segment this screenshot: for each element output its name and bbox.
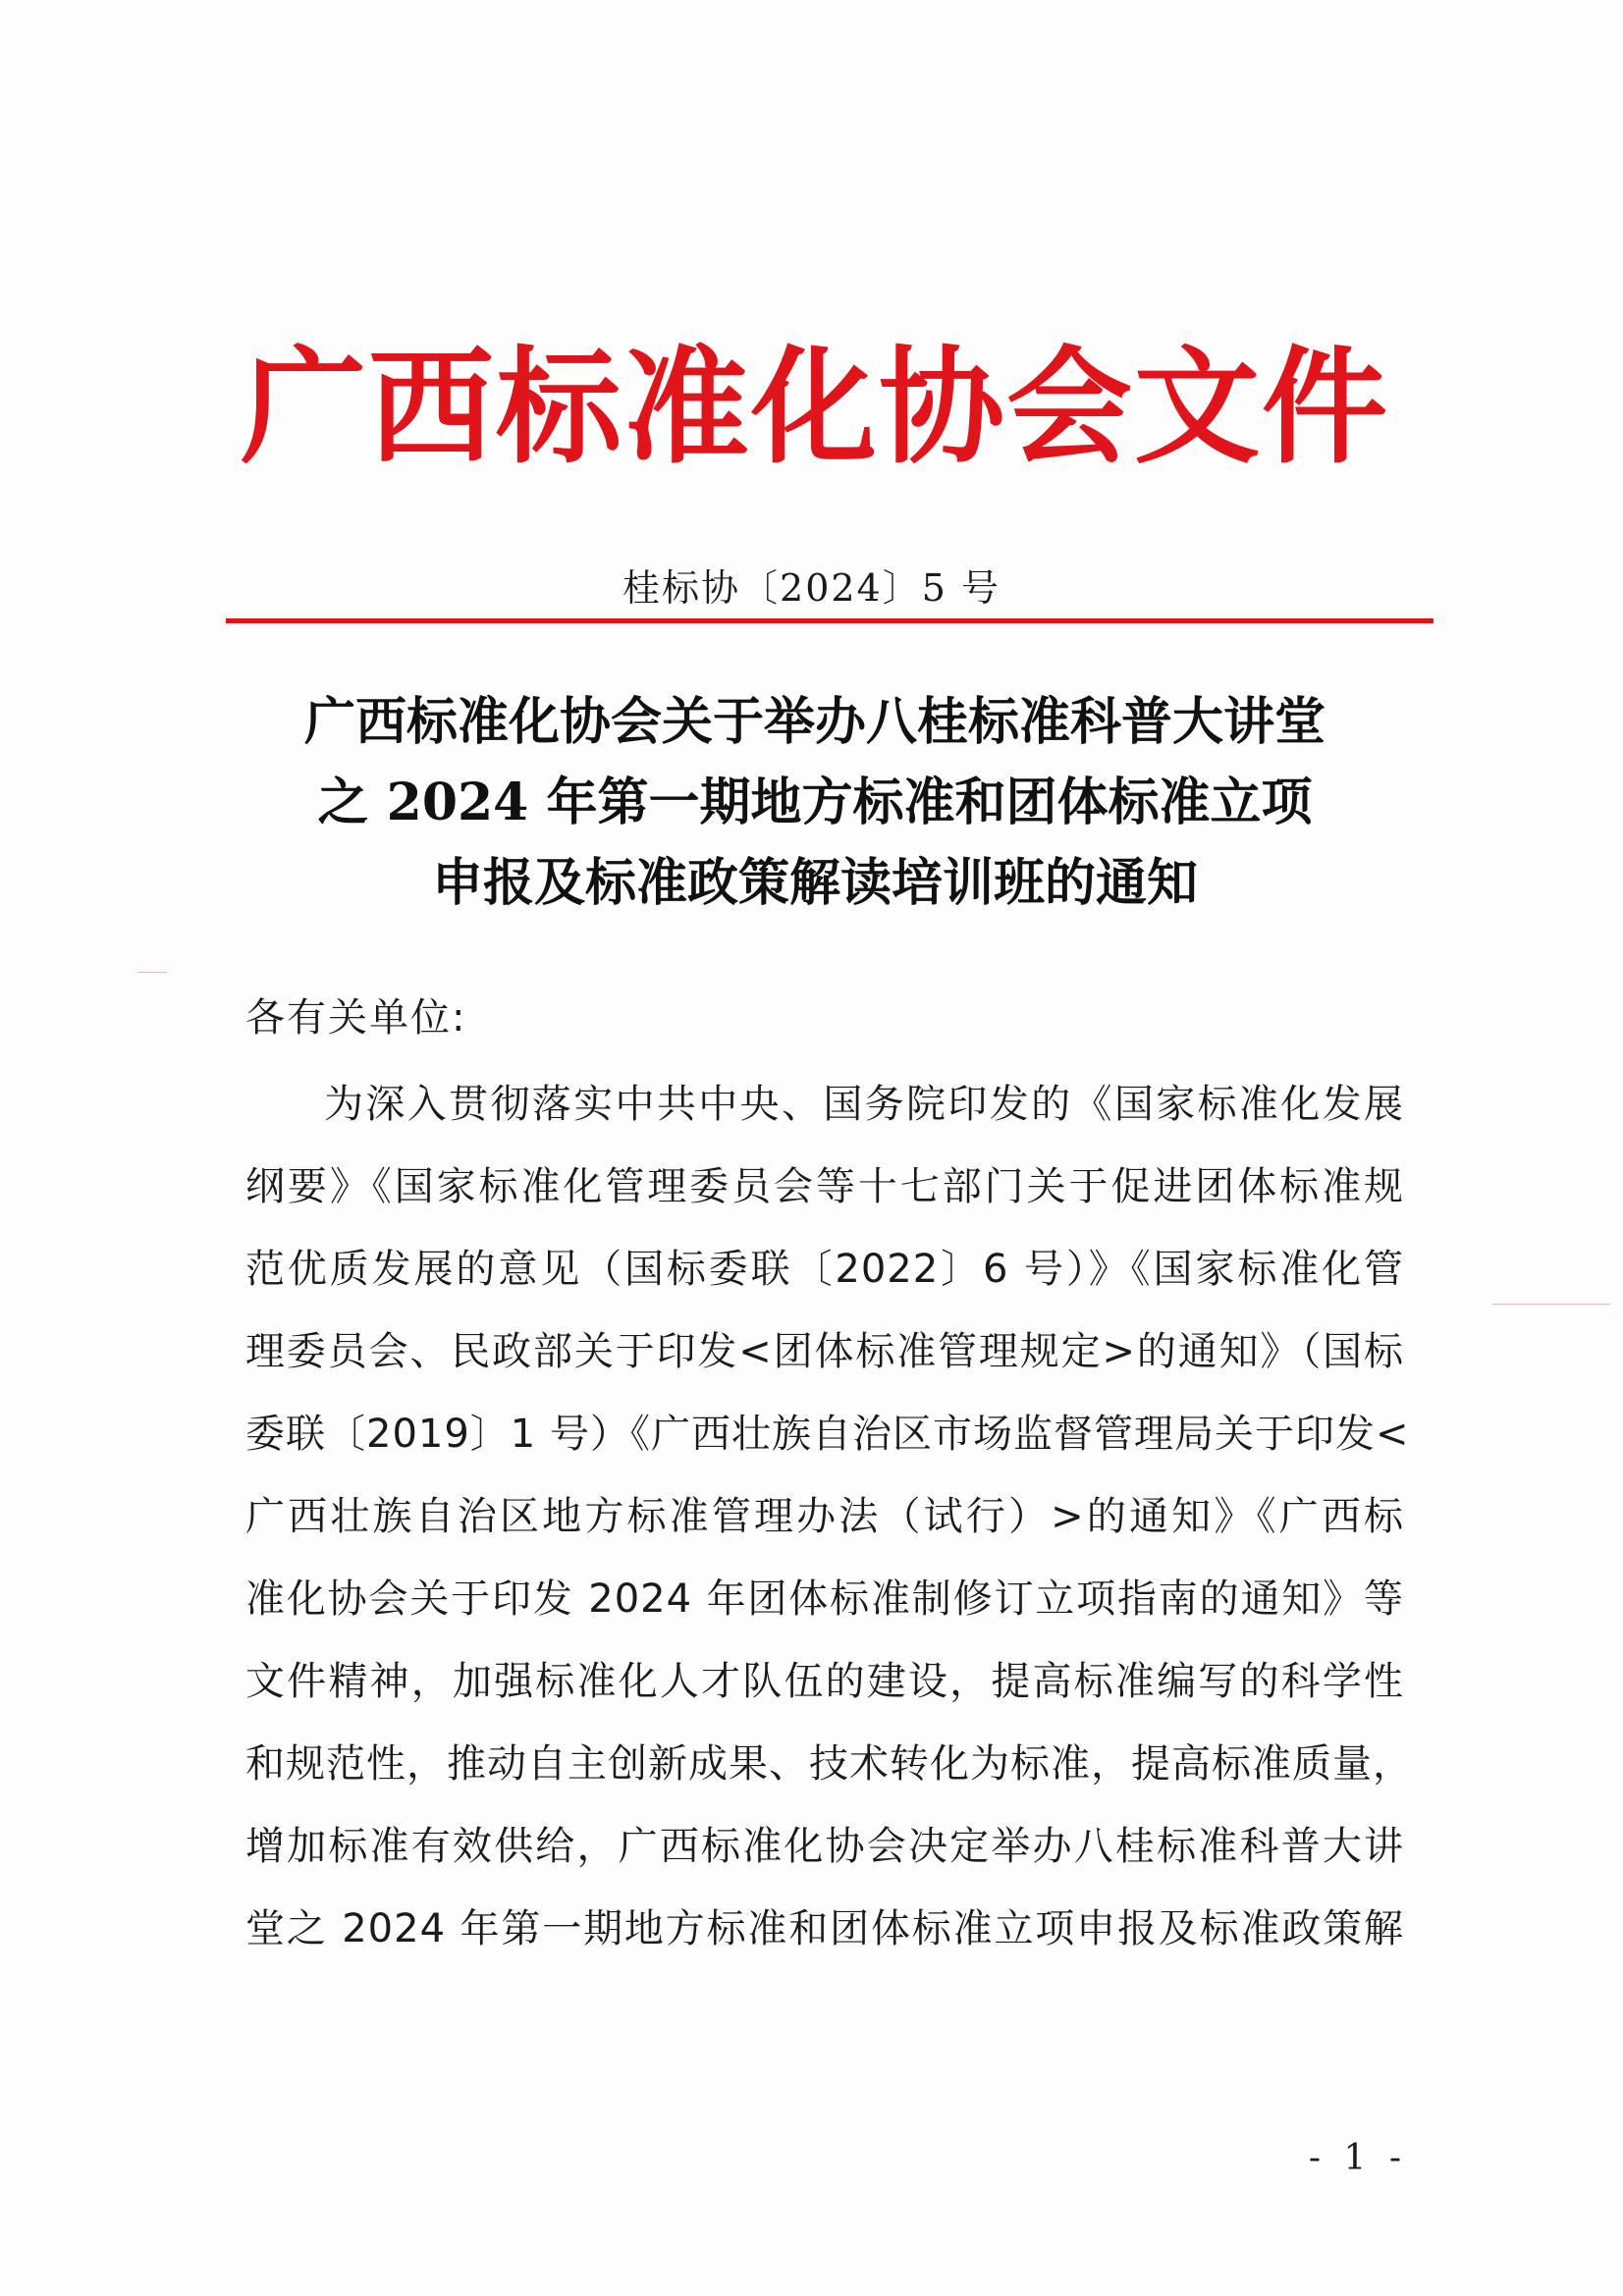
scan-artifact-line <box>137 972 167 973</box>
title-line: 广西标准化协会关于举办八桂标准科普大讲堂 <box>303 692 1325 752</box>
body-line: 堂之 2024 年第一期地方标准和团体标准立项申报及标准政策解 <box>245 1906 1404 1951</box>
salutation: 各有关单位: <box>245 995 467 1041</box>
document-number: 桂标协〔2024〕5 号 <box>622 566 1001 610</box>
body-line: 文件精神，加强标准化人才队伍的建设，提高标准编写的科学性 <box>245 1659 1404 1704</box>
body-text <box>245 1063 1413 1970</box>
body-line: 理委员会、民政部关于印发<团体标准管理规定>的通知》（国标 <box>245 1329 1404 1374</box>
title-line: 申报及标准政策解读培训班的通知 <box>431 853 1198 913</box>
page-number: - 1 - <box>1308 2138 1407 2178</box>
body-line: 范优质发展的意见（国标委联〔2022〕6 号）》《国家标准化管 <box>245 1247 1404 1292</box>
red-divider-rule <box>226 618 1434 623</box>
title-line: 之 2024 年第一期地方标准和团体标准立项 <box>317 773 1313 832</box>
body-line: 增加标准有效供给，广西标准化协会决定举办八桂标准科普大讲 <box>245 1824 1404 1869</box>
body-line: 准化协会关于印发 2024 年团体标准制修订立项指南的通知》等 <box>245 1576 1404 1622</box>
body-line: 广西壮族自治区地方标准管理办法（试行）>的通知》《广西标 <box>245 1494 1404 1539</box>
body-line: 和规范性，推动自主创新成果、技术转化为标准，提高标准质量， <box>245 1741 1413 1787</box>
document-masthead: 广西标准化协会文件 <box>240 334 1389 481</box>
scan-artifact-line <box>1492 1304 1610 1305</box>
notice-title <box>216 682 1414 924</box>
body-line: 纲要》《国家标准化管理委员会等十七部门关于促进团体标准规 <box>245 1164 1404 1209</box>
body-line: 委联〔2019〕1 号）《广西壮族自治区市场监督管理局关于印发< <box>245 1412 1410 1457</box>
body-line: 为深入贯彻落实中共中央、国务院印发的《国家标准化发展 <box>324 1082 1404 1127</box>
